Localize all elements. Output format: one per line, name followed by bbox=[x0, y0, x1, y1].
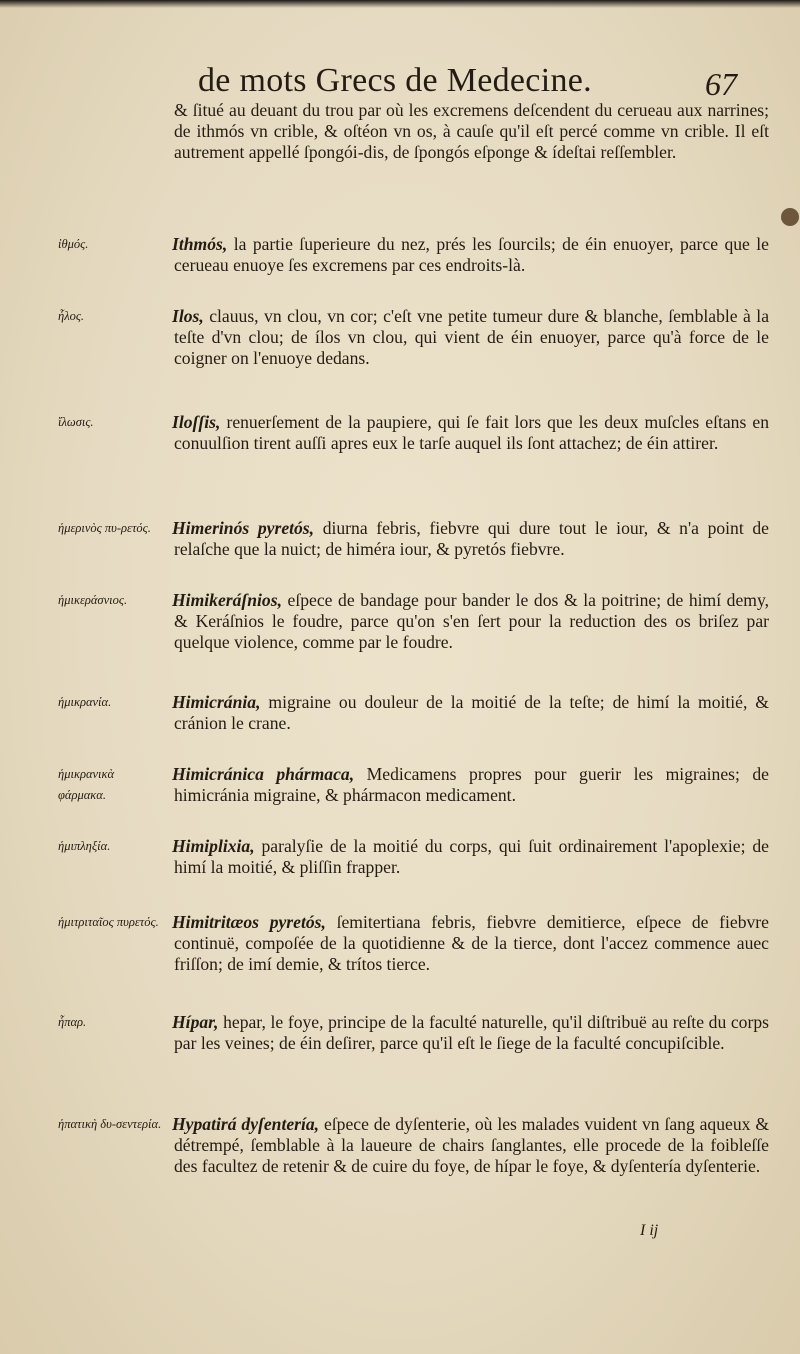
entry-term: Iloſſis, bbox=[172, 412, 221, 432]
entry-definition bbox=[174, 764, 769, 806]
entry-definition bbox=[174, 234, 769, 276]
page-number: 67 bbox=[705, 66, 737, 102]
continued-paragraph: & ſitué au deuant du trou par où les excremens deſcendent du cerueau aux narrines; de ithmós vn crible, & oſtéon vn os, à cauſe qu'il eſt percé comme vn crible. Il eſt autrement appellé ſpongói-dis, de ſpongós eſponge & ídeſtai reſſembler. bbox=[174, 100, 769, 162]
entry-text: hepar, le foye, principe de la faculté naturelle, qu'il diſtribuë au reſte du corps par les veines; de éin deſirer, parce qu'il eſt le ſiege de la faculté concupiſcible. bbox=[174, 1012, 769, 1053]
entry-definition bbox=[174, 518, 769, 560]
entry-term: Himiplixia, bbox=[172, 836, 255, 856]
page-edge-shadow bbox=[0, 0, 800, 8]
entry-term: Himicránia, bbox=[172, 692, 261, 712]
entry-text: Medicamens propres pour guerir les migraines; de himicránia migraine, & phármacon medicament. bbox=[174, 764, 769, 805]
entry-term: Himitritæos pyretós, bbox=[172, 912, 326, 932]
entry-text: paralyſie de la moitié du corps, qui ſuit ordinairement l'apoplexie; de himí la moitié, & pliſſin frapper. bbox=[174, 836, 769, 877]
entry-text: migraine ou douleur de la moitié de la teſte; de himí la moitié, & cránion le crane. bbox=[174, 692, 769, 733]
greek-headword: ἡμικεράσνιος. bbox=[58, 593, 128, 607]
greek-headword: ἡμικρανία. bbox=[58, 695, 112, 709]
entry-definition bbox=[174, 412, 769, 454]
greek-headword: ἧλος. bbox=[58, 309, 85, 323]
entry-definition bbox=[174, 590, 769, 653]
entry-term: Hípar, bbox=[172, 1012, 219, 1032]
entry-text: la partie ſuperieure du nez, prés les ſourcils; de éin enuoyer, parce que le cerueau enuoye ſes excremens par ces endroits-là. bbox=[174, 234, 769, 275]
entry-text: diurna febris, fiebvre qui dure tout le iour, & n'a point de relaſche que la nuict; de himéra iour, & pyretós fiebvre. bbox=[174, 518, 769, 559]
greek-headword: ἰθμός. bbox=[58, 237, 89, 251]
greek-headword: ἡμικρανικὰ φάρμακα. bbox=[58, 767, 115, 802]
entry-definition bbox=[174, 836, 769, 878]
signature-mark: I ij bbox=[640, 1222, 659, 1239]
entry-term: Himikeráſnios, bbox=[172, 590, 282, 610]
entry-term: Himerinós pyretós, bbox=[172, 518, 315, 538]
entry-term: Himicránica phármaca, bbox=[172, 764, 355, 784]
entry-definition bbox=[174, 912, 769, 975]
entry-text: clauus, vn clou, vn cor; c'eſt vne petite tumeur dure & blanche, ſemblable à la teſte d'vn clou; de ílos vn clou, qui vient de éin enuoyer, parce qu'à force de le coigner on l'enuoye dedans. bbox=[174, 306, 769, 368]
entry-text: ſemitertiana febris, fiebvre demitierce, eſpece de fiebvre continuë, compoſée de la quotidienne & de la tierce, dont l'accez commence auec friſſon; de imí demie, & trítos tierce. bbox=[174, 912, 769, 974]
ink-stain bbox=[781, 208, 799, 226]
entry-definition bbox=[174, 692, 769, 734]
entry-term: Ilos, bbox=[172, 306, 204, 326]
entry-term: Ithmós, bbox=[172, 234, 228, 254]
entry-text: eſpece de dyſenterie, où les malades vuident vn ſang aqueux & détrempé, ſemblable à la laueure de chairs ſanglantes, elle procede de la foibleſſe des facultez de retenir & de cuire du foye, de hípar le foye, & dyſentería dyſenterie. bbox=[174, 1114, 769, 1176]
entry-definition bbox=[174, 1012, 769, 1054]
entry-definition bbox=[174, 1114, 769, 1177]
greek-headword: ἡμιπληξία. bbox=[58, 839, 111, 853]
running-title: de mots Grecs de Medecine. bbox=[198, 62, 592, 99]
greek-headword: ἧπαρ. bbox=[58, 1015, 87, 1029]
greek-headword: ἴλωσις. bbox=[58, 415, 94, 429]
greek-headword: ἡμιτριταῖος πυρετός. bbox=[58, 915, 159, 929]
entry-text: eſpece de bandage pour bander le dos & la poitrine; de himí demy, & Keráſnios le foudre, parce qu'on s'en ſert pour la reduction des os briſez par quelque violence, comme par le foudre. bbox=[174, 590, 769, 652]
greek-headword: ἡπατικὴ δυ-σεντερία. bbox=[58, 1117, 162, 1131]
entry-definition bbox=[174, 306, 769, 369]
greek-headword: ἡμερινὸς πυ-ρετός. bbox=[58, 521, 151, 535]
entry-term: Hypatirá dyſentería, bbox=[172, 1114, 320, 1134]
entry-text: renuerſement de la paupiere, qui ſe fait lors que les deux muſcles eſtans en conuulſion tirent auſſi apres eux le tarſe auquel ils ſont attachez; de éin attirer. bbox=[174, 412, 769, 453]
